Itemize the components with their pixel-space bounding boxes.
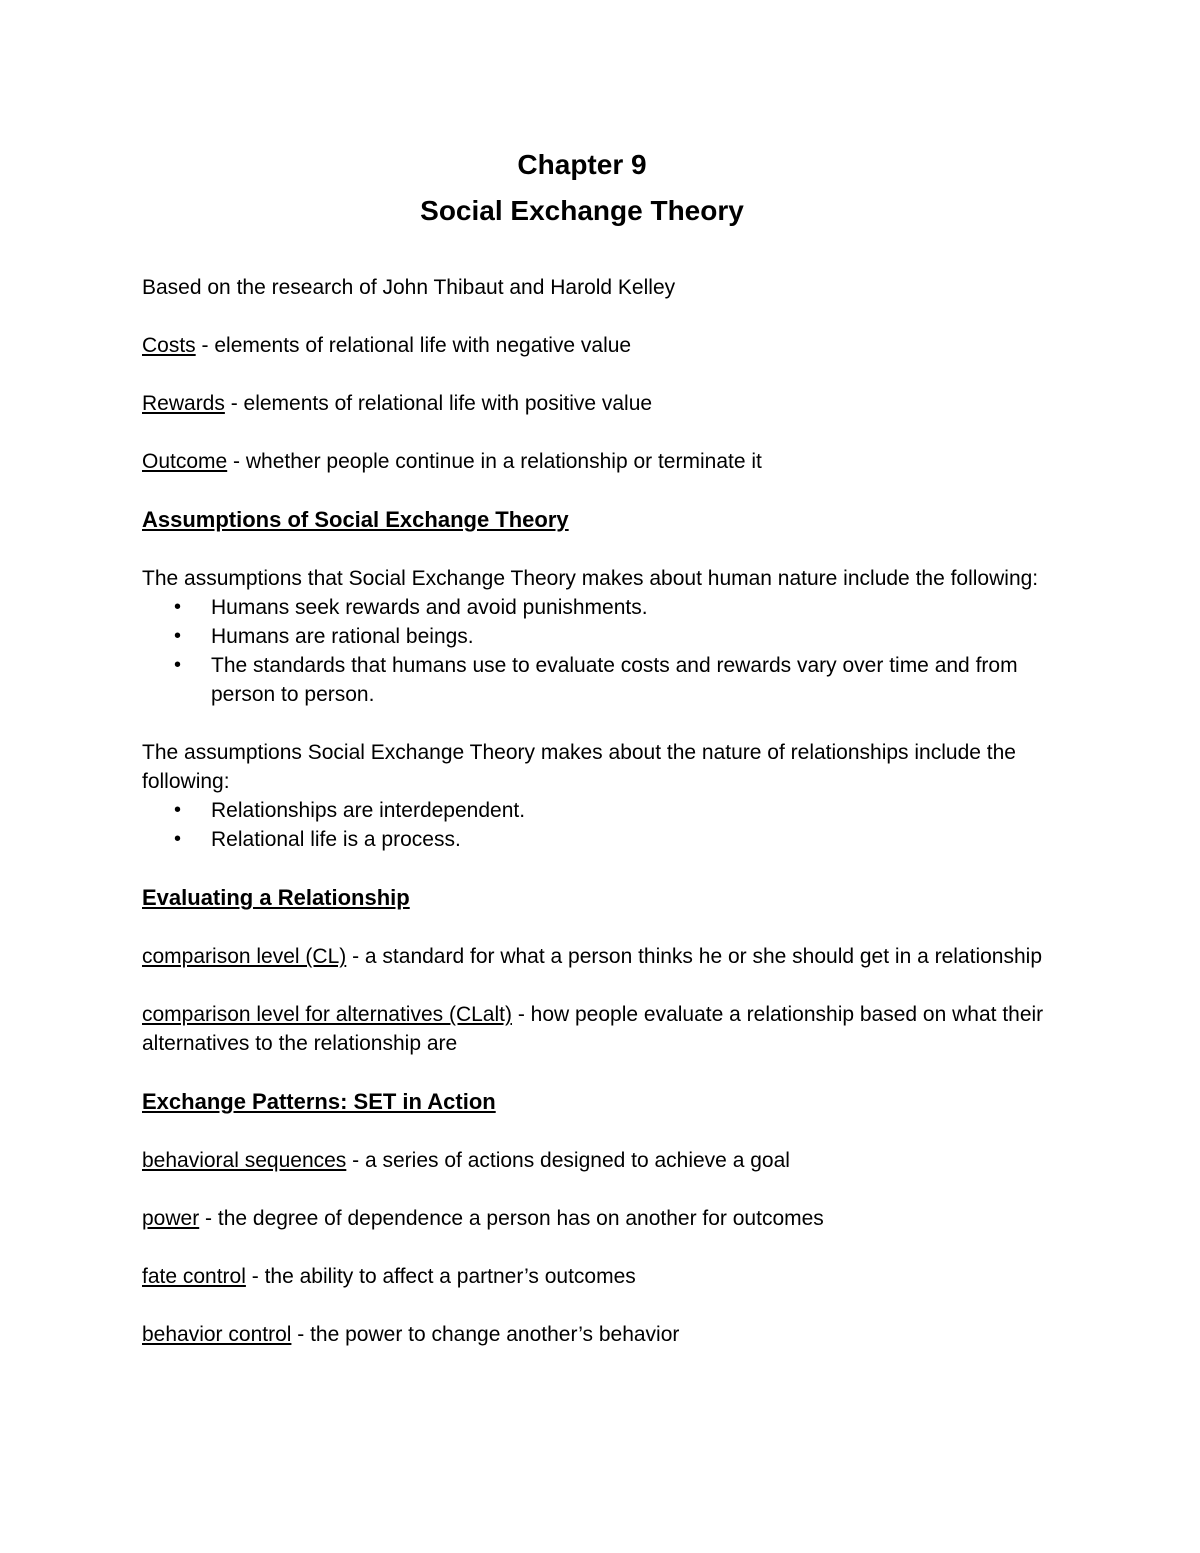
chapter-title: Social Exchange Theory xyxy=(420,195,744,226)
term-outcome: Outcome xyxy=(142,450,228,473)
term-clalt: comparison level for alternatives (CLalt) xyxy=(142,1003,512,1026)
section-heading-assumptions: Assumptions of Social Exchange Theory xyxy=(142,507,569,532)
list-item: • Relationships are interdependent. xyxy=(142,796,1062,825)
definition-text: - elements of relational life with negative value xyxy=(195,334,632,357)
definition-power xyxy=(142,1204,1062,1233)
section-heading-exchange: Exchange Patterns: SET in Action xyxy=(142,1089,496,1114)
list-item: • Humans are rational beings. xyxy=(142,622,1062,651)
term-rewards: Rewards xyxy=(142,392,225,415)
bullet-icon: • xyxy=(174,596,182,618)
term-cl: comparison level (CL) xyxy=(142,945,347,968)
term-power: power xyxy=(142,1207,200,1230)
definition-text: - the power to change another’s behavior xyxy=(291,1323,680,1346)
bullet-icon: • xyxy=(174,654,182,676)
definition-text: - the degree of dependence a person has on another for outcomes xyxy=(199,1207,824,1230)
human-nature-list xyxy=(142,593,1062,709)
definition-text: - a series of actions designed to achieve a goal xyxy=(346,1149,790,1172)
list-item: • Relational life is a process. xyxy=(142,825,1062,854)
chapter-number: Chapter 9 xyxy=(517,149,647,180)
human-nature-intro: The assumptions that Social Exchange Theory makes about human nature include the following: xyxy=(142,567,1039,590)
intro-text: Based on the research of John Thibaut and Harold Kelley xyxy=(142,276,676,299)
term-costs: Costs xyxy=(142,334,196,357)
definition-behavior-control xyxy=(142,1320,1062,1349)
definition-costs xyxy=(142,331,1062,360)
definition-text: - how people evaluate a relationship based on what their alternatives to the relationship are xyxy=(142,1003,1044,1055)
term-behavior-control: behavior control xyxy=(142,1323,292,1346)
definition-text: - a standard for what a person thinks he or she should get in a relationship xyxy=(346,945,1042,968)
definition-rewards xyxy=(142,389,1062,418)
definition-behavioral-sequences xyxy=(142,1146,1062,1175)
term-fate-control: fate control xyxy=(142,1265,246,1288)
definition-cl xyxy=(142,942,1062,971)
term-behavioral-sequences: behavioral sequences xyxy=(142,1149,347,1172)
definition-text: - whether people continue in a relationship or terminate it xyxy=(227,450,762,473)
list-item: • The standards that humans use to evaluate costs and rewards vary over time and from person to person. xyxy=(142,651,1062,709)
relationships-intro: The assumptions Social Exchange Theory makes about the nature of relationships include the following: xyxy=(142,741,1016,793)
section-heading-evaluating: Evaluating a Relationship xyxy=(142,885,410,910)
document-body xyxy=(142,142,1062,1378)
relationships-list xyxy=(142,796,1062,854)
definition-fate-control xyxy=(142,1262,1062,1291)
list-item: • Humans seek rewards and avoid punishments. xyxy=(142,593,1062,622)
bullet-icon: • xyxy=(174,625,182,647)
definition-outcome xyxy=(142,447,1062,476)
definition-text: - the ability to affect a partner’s outcomes xyxy=(245,1265,636,1288)
page-title xyxy=(102,142,1062,234)
bullet-icon: • xyxy=(174,799,182,821)
definition-clalt xyxy=(142,1000,1062,1058)
bullet-icon: • xyxy=(174,828,182,850)
definition-text: - elements of relational life with positive value xyxy=(224,392,653,415)
